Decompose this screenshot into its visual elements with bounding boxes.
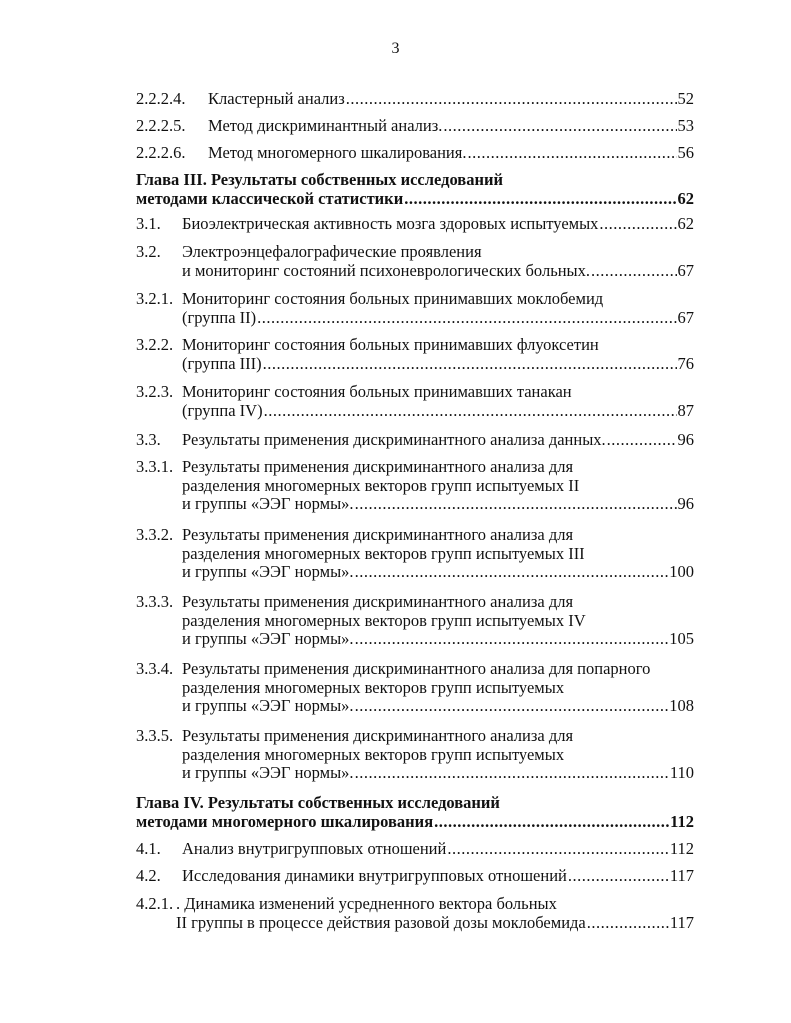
- toc-entry-title: . Динамика изменений усредненного вектора больных: [176, 894, 557, 913]
- toc-entry-title: (группа IV): [182, 400, 263, 420]
- toc-entry-number: 3.2.: [136, 242, 161, 261]
- toc-entry-number: 3.3.: [136, 430, 161, 449]
- toc-entry-title: Биоэлектрическая активность мозга здоровых испытуемых: [182, 214, 599, 233]
- toc-entry-page: 117: [669, 912, 694, 932]
- toc-entry-title: Мониторинг состояния больных принимавших флуоксетин: [182, 335, 599, 354]
- toc-entry-page: 117: [669, 866, 694, 885]
- toc-entry-page: 112: [670, 811, 694, 831]
- toc-entry-number: 3.2.1.: [136, 289, 174, 308]
- toc-entry: [136, 458, 694, 514]
- toc-entry-title: Метод дискриминантный анализ.: [208, 116, 443, 135]
- toc-entry-title: Мониторинг состояния больных принимавших танакан: [182, 382, 572, 401]
- toc-entry: [136, 867, 694, 886]
- toc-entry-page: 100: [669, 562, 694, 581]
- leader-dots: [568, 867, 669, 886]
- toc-entry-page: 76: [677, 353, 694, 373]
- toc-entry-title: Мониторинг состояния больных принимавших моклобемид: [182, 289, 604, 308]
- leader-dots: [404, 190, 676, 209]
- toc-entry: [136, 593, 694, 649]
- toc-entry: [136, 90, 694, 109]
- toc-entry-page: 96: [677, 494, 694, 513]
- toc-entry-title: и группы «ЭЭГ нормы».: [182, 562, 354, 581]
- toc-entry: [136, 144, 694, 163]
- toc-entry-page: 67: [677, 260, 694, 280]
- toc-entry-page: 53: [677, 116, 694, 135]
- toc-entry-title: разделения многомерных векторов групп испытуемых IV: [182, 610, 586, 630]
- leader-dots: [355, 764, 669, 783]
- toc-entry-page: 56: [677, 143, 694, 162]
- toc-entry: [136, 727, 694, 783]
- toc-entry-page: 62: [677, 188, 694, 208]
- toc-entry-title: разделения многомерных векторов групп испытуемых: [182, 744, 565, 764]
- toc-entry-number: 4.1.: [136, 839, 161, 858]
- leader-dots: [591, 262, 676, 281]
- toc-entry-title: Электроэнцефалографические проявления: [182, 242, 482, 261]
- toc-entry-number: 2.2.2.4.: [136, 89, 186, 108]
- leader-dots: [434, 813, 669, 832]
- toc-entry-title: (группа III): [182, 353, 262, 373]
- toc-entry-title: разделения многомерных векторов групп испытуемых: [182, 677, 565, 697]
- toc-entry: [136, 117, 694, 136]
- toc-chapter: [136, 171, 694, 208]
- toc-entry-title: и группы «ЭЭГ нормы».: [182, 629, 354, 648]
- chapter-title: Глава IV. Результаты собственных исследований: [136, 793, 500, 812]
- toc-entry-page: 110: [669, 763, 694, 782]
- leader-dots: [587, 914, 669, 933]
- toc-entry-number: 4.2.: [136, 866, 161, 885]
- toc-entry-title: II группы в процессе действия разовой дозы моклобемида: [176, 912, 586, 932]
- leader-dots: [355, 630, 669, 649]
- toc-chapter: [136, 794, 694, 831]
- toc-entry-page: 62: [677, 214, 694, 233]
- leader-dots: [355, 563, 669, 582]
- toc-entry-page: 108: [669, 696, 694, 715]
- toc-entry-title: Кластерный анализ: [208, 89, 345, 108]
- toc-entry-number: 3.3.3.: [136, 592, 174, 611]
- leader-dots: [607, 431, 677, 450]
- toc-entry: [136, 290, 694, 327]
- toc-entry-number: 2.2.2.6.: [136, 143, 186, 162]
- toc-entry-title: Результаты применения дискриминантного анализа данных.: [182, 430, 606, 449]
- toc-entry: [136, 660, 694, 716]
- toc-entry: [136, 215, 694, 234]
- toc-entry: [136, 383, 694, 420]
- toc-entry-page: 67: [677, 307, 694, 327]
- toc-entry: [136, 526, 694, 582]
- leader-dots: [264, 402, 677, 421]
- toc-entry-page: 96: [677, 430, 694, 449]
- toc-entry-title: и группы «ЭЭГ нормы».: [182, 494, 354, 513]
- toc-entry-title: (группа II): [182, 307, 257, 327]
- toc-entry-page: 87: [677, 400, 694, 420]
- leader-dots: [355, 697, 669, 716]
- toc-entry: [136, 336, 694, 373]
- toc-entry-title: разделения многомерных векторов групп испытуемых III: [182, 543, 585, 563]
- toc-entry-number: 3.3.1.: [136, 457, 174, 476]
- toc-entry-number: 3.2.3.: [136, 382, 174, 401]
- chapter-title: методами многомерного шкалирования: [136, 811, 434, 831]
- toc-entry-title: Исследования динамики внутригрупповых отношений: [182, 866, 567, 885]
- leader-dots: [257, 309, 676, 328]
- toc-entry-title: Результаты применения дискриминантного анализа для: [182, 457, 574, 476]
- toc-entry-number: 2.2.2.5.: [136, 116, 186, 135]
- toc-entry-title: Результаты применения дискриминантного анализа для: [182, 592, 574, 611]
- leader-dots: [346, 90, 677, 109]
- toc-entry-page: 105: [669, 629, 694, 648]
- toc-entry: [136, 840, 694, 859]
- chapter-title: Глава III. Результаты собственных исследований: [136, 170, 503, 189]
- leader-dots: [263, 355, 677, 374]
- toc-entry-title: Метод многомерного шкалирования.: [208, 143, 467, 162]
- toc-entry-number: 3.2.2.: [136, 335, 174, 354]
- toc-entry-number: 3.1.: [136, 214, 161, 233]
- toc-entry: [136, 243, 694, 280]
- toc-entry-number: 3.3.2.: [136, 525, 174, 544]
- leader-dots: [467, 144, 676, 163]
- chapter-title: методами классической статистики: [136, 188, 404, 208]
- toc-entry-page: 112: [669, 839, 694, 858]
- leader-dots: [355, 495, 677, 514]
- toc-entry-number: 3.3.5.: [136, 726, 174, 745]
- toc-entry-number: 4.2.1.: [136, 894, 174, 913]
- toc-entry-title: Результаты применения дискриминантного анализа для: [182, 525, 574, 544]
- toc-entry-number: 3.3.4.: [136, 659, 174, 678]
- toc-entry: [136, 431, 694, 450]
- page-number: 3: [391, 40, 400, 57]
- toc-entry-title: Анализ внутригрупповых отношений: [182, 839, 447, 858]
- toc-entry-title: Результаты применения дискриминантного анализа для: [182, 726, 574, 745]
- toc-entry-page: 52: [677, 89, 694, 108]
- leader-dots: [443, 117, 676, 136]
- toc-entry-title: Результаты применения дискриминантного анализа для попарного: [182, 659, 651, 678]
- toc-entry: [136, 895, 694, 932]
- leader-dots: [447, 840, 669, 859]
- toc-entry-title: разделения многомерных векторов групп испытуемых II: [182, 475, 580, 495]
- toc-entry-title: и группы «ЭЭГ нормы».: [182, 763, 354, 782]
- toc-entry-title: и мониторинг состояний психоневрологических больных.: [182, 260, 591, 280]
- toc-entry-title: и группы «ЭЭГ нормы».: [182, 696, 354, 715]
- leader-dots: [599, 215, 676, 234]
